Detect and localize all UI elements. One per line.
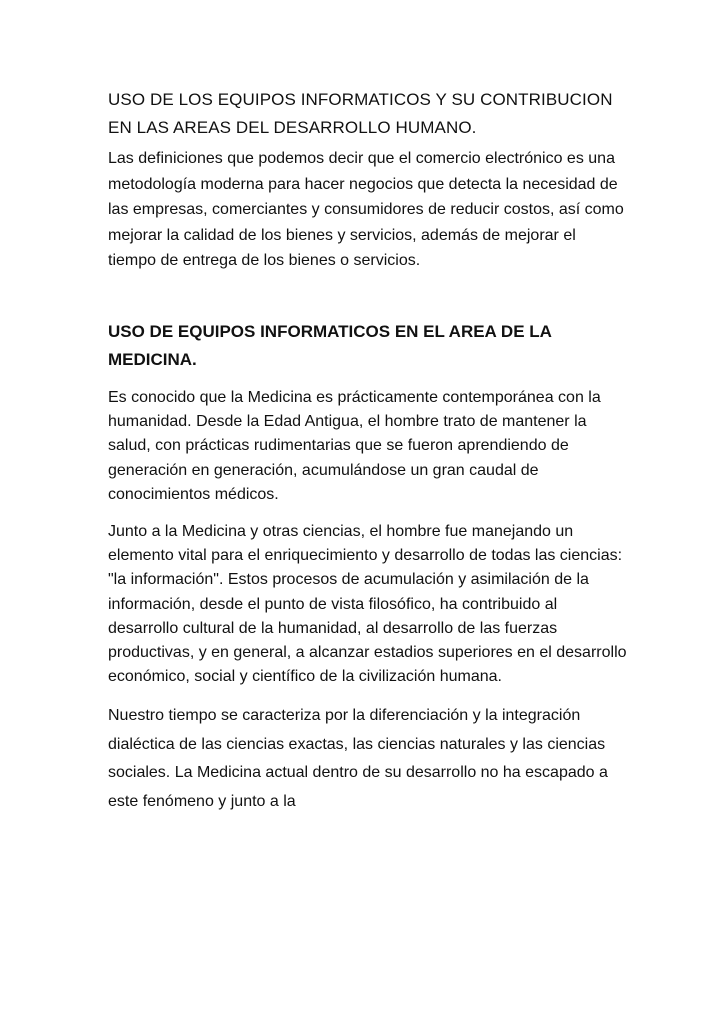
document-title: USO DE LOS EQUIPOS INFORMATICOS Y SU CONTRIBUCION EN LAS AREAS DEL DESARROLLO HUMANO. <box>108 90 613 137</box>
body-paragraph-3: Nuestro tiempo se caracteriza por la diferenciación y la integración dialéctica de las ciencias exactas, las ciencias naturales y las ciencias sociales. La Medicina actual dentro de su desarrollo no ha escapado a este fenómeno y junto a la <box>108 707 608 810</box>
body-paragraph-1: Es conocido que la Medicina es prácticamente contemporánea con la humanidad. Desde la Edad Antigua, el hombre trato de mantener la salud, con prácticas rudimentarias que se fueron aprendiendo de generación en generación, acumulándose un gran caudal de conocimientos médicos. <box>108 388 601 503</box>
document-page <box>108 86 628 816</box>
intro-paragraph: Las definiciones que podemos decir que el comercio electrónico es una metodología moderna para hacer negocios que detecta la necesidad de las empresas, comerciantes y consumidores de reducir costos, así como mejorar la calidad de los bienes y servicios, además de mejorar el tiempo de entrega de los bienes o servicios. <box>108 150 624 270</box>
section-heading: USO DE EQUIPOS INFORMATICOS EN EL AREA DE LA MEDICINA. <box>108 321 552 369</box>
body-paragraph-2: Junto a la Medicina y otras ciencias, el hombre fue manejando un elemento vital para el enriquecimiento y desarrollo de todas las ciencias: "la información". Estos procesos de acumulación y asimilación de la información, desde el punto de vista filosófico, ha contribuido al desarrollo cultural de la humanidad, al desarrollo de las fuerzas productivas, y en general, a alcanzar estadios superiores en el desarrollo económico, social y científico de la civilización humana. <box>108 522 627 686</box>
